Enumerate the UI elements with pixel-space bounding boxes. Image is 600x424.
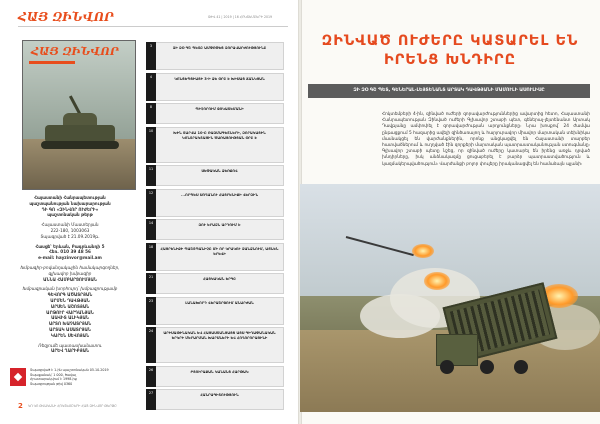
toc-title: ՀԱՆՐԱԳԻՏՈՒԹՅՈՒՆ [200,393,239,397]
toc-title: ԶՈՒ ԵՐԱԶՆ ԱՐԴՈՒՄ Է [198,223,241,227]
toc-page-number: 26 [146,366,156,387]
article-body: Հոկտեմբերի 4-ին, զինված ուժերի զորավարժություններից ավարտից հետո, Հայաստանի Հանրապետության Զինված ուժերի Գլխավոր շտաբի պետ, գեներալ-լեյտենանտ Արտակ Դավթյանը ամփոփել է զորավարժության արդյունքները։ Նրա խոսքով՝ 24 ժամվա ընթացքում 5 հազարից ավելի զինծառայող և հարյուրավոր միավոր մարտական տեխնիկա մասնակցել են վարժանքներին, որոնք անցկացվել են Հայաստանի տարբեր հատվածներում և ուղղված էին զորքերի մարտական պատրաստականության ստուգմանը։ Գլխավոր շտաբի պետը նշեց, որ զինված ուժերը կատարել են իրենց առջև դրված խնդիրները, իսկ անձնակազմը ցուցաբերել է բարձր պատրաստվածություն և կազմակերպվածություն։ Վարժանքի բոլոր փուլերը իրականացվել են համաձայն պլանի։ [382,112,590,167]
toc-item[interactable] [146,327,284,363]
toc-item[interactable] [146,243,284,271]
imprint-line: Խմբագրական խորհուրդ՝ խմբագրությամբ [22,286,118,292]
imprint-line: ԱԱՎԻՏ ԱԼԻԿՅԱՆ [51,315,89,321]
toc-page-number: 27 [146,389,156,410]
imprint-line: Ռեզյումե պատասխանատու [38,342,102,348]
toc-page-number: 10 [146,127,156,163]
printer-logo-icon [10,368,26,386]
footer-text: ԿՈ ԿՈ ԹՎԱԿԱՆԻ ՀՈԿՏԵՄԲԵՐԻ ՀԱՅ ԶԻՆՎՈՐ ԹԵՐԹԸ [28,404,117,408]
toc-page-number: 18 [146,243,156,271]
imprint-line: ԱՐԵՎ ՂԱՐԻԲՅԱՆ [50,348,89,354]
imprint-line: գլխավոր խմբագիր [48,270,92,276]
cover-thumbnail[interactable] [22,40,136,190]
imprint-line: պաշտպանության նախարարության [29,200,111,206]
toc-item[interactable] [146,103,284,124]
toc-item[interactable] [146,219,284,240]
imprint-line: ԱՆՆԱ ՀԱՄԲԱՐՑՈՒՄՅԱՆ [43,276,97,282]
imprint-line: ԳԵՎՈՐԳ ԱԾԱՏՐՅԱՆ [47,292,93,298]
toc-page-number: 11 [146,165,156,186]
imprint-line: 222-180, 1003063 [50,227,90,233]
toc-title: ԲՅՈՒՐԱՔԱՆ ԿԱՆԱՆՑ ՀԱՐԹԱԿ [190,369,249,374]
smoke-cloud [360,294,440,338]
toc-item[interactable] [146,127,284,163]
toc-item[interactable] [146,189,284,217]
table-of-contents [146,42,284,413]
imprint-line: e-mail: hayzinvor@mail.am [38,255,102,261]
printer-note-line: Տպագրության թիվ 0360 [30,381,73,386]
wheel-icon [480,360,494,374]
toc-item[interactable] [146,165,284,186]
rocket-launcher-photo [300,184,600,412]
toc-item[interactable] [146,389,284,410]
issue-header: ԹԻՎ 41 | 2019 | 16 ՀՈԿՏԵՄԲԵՐԻ 2019 [208,15,273,19]
toc-title: ՀԱՅՐԵՆԻՔԻ ՊԱՇՏՊԱՆԻՉԸ ՄԻ ՈՐ ԿՐԱԿՈՒ ԶԱՆՁՆՈՒՄ, ԱՅՆԵՆ ԵՐԵՎԻ [160,246,279,256]
imprint-line: ԱՐՄԵՆ ԴԱՎԹՅԱՆ [50,297,90,303]
toc-title: ԼԱՆԱԽՈՐԴ ՎԵՐԱՇՐՋՈՒՄ ԱՆԱՐԺԱՆ [185,300,254,305]
imprint-line: Հայաստանի Մաստերյան [41,222,99,228]
toc-page-number: 12 [146,189,156,217]
toc-page-number: 4 [146,73,156,101]
imprint-line: պաշտոնական թերթ [47,212,93,218]
cover-title: ՀԱՅ ԶԻՆՎՈՐ [31,45,119,58]
toc-title: ԱՐԻՍԱԹԻՆԱԿԱՆ ԵՎ ՀԱՅԱՍՏԱՆՅԱՅՑ ԱՅՍ ԳԻՂԱՓԱՆԱԿԱՆ ԵՐԿՐԻ ՄԵՐԱՐՄԱՆ ԽԱՐՍՆԵՐԻ ԵՎ ՀՈՂՈՐՈՐԱՅԻՆԻ [163,331,276,340]
toc-page-number: 23 [146,297,156,325]
imprint-line: ԱՐԹՈՒՐ ՎԱՐԴԱՆՅԱՆ [46,309,94,315]
imprint-line: ԱՐՍԵՆ ԱՇՈՏՅԱՆ [50,303,90,309]
article-title: ԶԻՆՎԱԾ ՈՒԺԵՐԸ ԿԱՏԱՐԵԼ ԵՆ ԻՐԵՆՑ ԽՆԴԻՐԸ [321,33,579,68]
wheel-icon [440,360,454,374]
wheel-icon [514,360,528,374]
imprint-line: ԱՐՏԱԿ ԱՍԱՏՐՅԱՆ [49,326,91,332]
magazine-logo: ՀԱՅ ԶԻՆՎՈՐ [18,10,114,24]
toc-page-number: 14 [146,219,156,240]
toc-item[interactable] [146,73,284,101]
printer-block [10,368,132,386]
toc-title: ...ՈՐՊԵՍ ՍՈՂԱՆՈՒ ՀԱՅՐԵՆԻՔԻ ՎԵՐԶԻՆ [180,192,259,197]
imprint-line: Տպագրված է 21.09.2019թ. [40,233,100,239]
tank-track-icon [41,141,119,149]
toc-title: ՊԻՉՈՐՈՒՄ ՋՈԿԱՏԵՄԱՆԻ [195,107,244,111]
imprint-line: ԴԻ ԳՈ «ԶԻՆՎՈՐ ՈՒԺԵՐԻ» [41,206,99,212]
printer-note-line: Տպաքանակ՝ 1 000, ծավալ [30,372,77,377]
header-divider [18,26,288,27]
toc-page-number: 24 [146,327,156,363]
imprint-line: ԿԱՐԵՆ ՍԵՎՈՅԱՆ [50,332,90,338]
printer-note [30,368,132,386]
rocket-flame [412,244,434,258]
page-number: 2 [18,402,23,410]
cover-accent-bar [29,61,75,64]
toc-page-number: 21 [146,273,156,294]
imprint-line: ԱՐՏՈ ԽԱՉԱՏՐՅԱՆ [48,321,92,327]
toc-title: ՀԱՅԿԱԿԱՆ ԵՐԳԸ [203,277,236,281]
toc-item[interactable] [146,366,284,387]
toc-page-number: 3 [146,42,156,70]
article-subtitle: ԶԻ ԶՕ ԳՇ ՊԵՏ, ԳԵՆԵՐԱԼ-ԼԵՅՏԵՆԱՆՏ ԱՐՏԱԿ ԴԱՎԹՅԱՆԻ ՄԱՄՈՒԼԻ ԱՍՈՒԼԻՍԸ [308,84,590,98]
imprint-line: Հասցե՝ Երևան, Բագրևանդի 5 [35,243,105,249]
toc-title: ԽԻՆ ՏԱՐՎԱ 10-Ը ՌԱԶՄԱԳԵՏՆԵՐԻ, ԶՈՐԱԿԱՅԻՆ ԿՈՆՏՐԱԿՏԱՅԻՆ ԾԱՌԱՅՈՒԹՅԱՆ ՕՐԸ Է [173,130,266,140]
toc-item[interactable] [146,273,284,294]
printer-note-line: Հրատարակվում է 1998-ից [30,377,77,381]
toc-item[interactable] [146,42,284,70]
toc-title: ԿՈՆՑԵՊՑԻԱՅԻ 3-Ի ՁԵ ՕՐԸ Է ԽԻՍԱՑ ՃԱՆԿՅԱՆ [174,76,265,81]
toc-item[interactable] [146,297,284,325]
imprint-line: Հայաստանի Հանրապետության [34,195,106,200]
toc-title: ԶԻ ԶՕ ԳՇ ՊԵՏԸ ԱՄՓՈՓԵՑ ԶՈՐԱՎԱՐԺՈՒԹՅՈՒՆԸ [172,46,267,50]
rocket-flame [424,272,450,290]
toc-page-number: 8 [146,103,156,124]
imprint-line: Հեռ. 010 39 48 56 [49,249,91,255]
toc-title: ՍԵՓԱԿԱՆ ՁԵՌՔՈՎ [201,169,238,173]
imprint-block [10,195,130,354]
printer-note-line: Տպագրված է 1-ին պաշտոնական 05.10.2019 [30,368,109,372]
imprint-line: Խմբագիր-բովանդակային համակարգողներ, [20,264,120,270]
